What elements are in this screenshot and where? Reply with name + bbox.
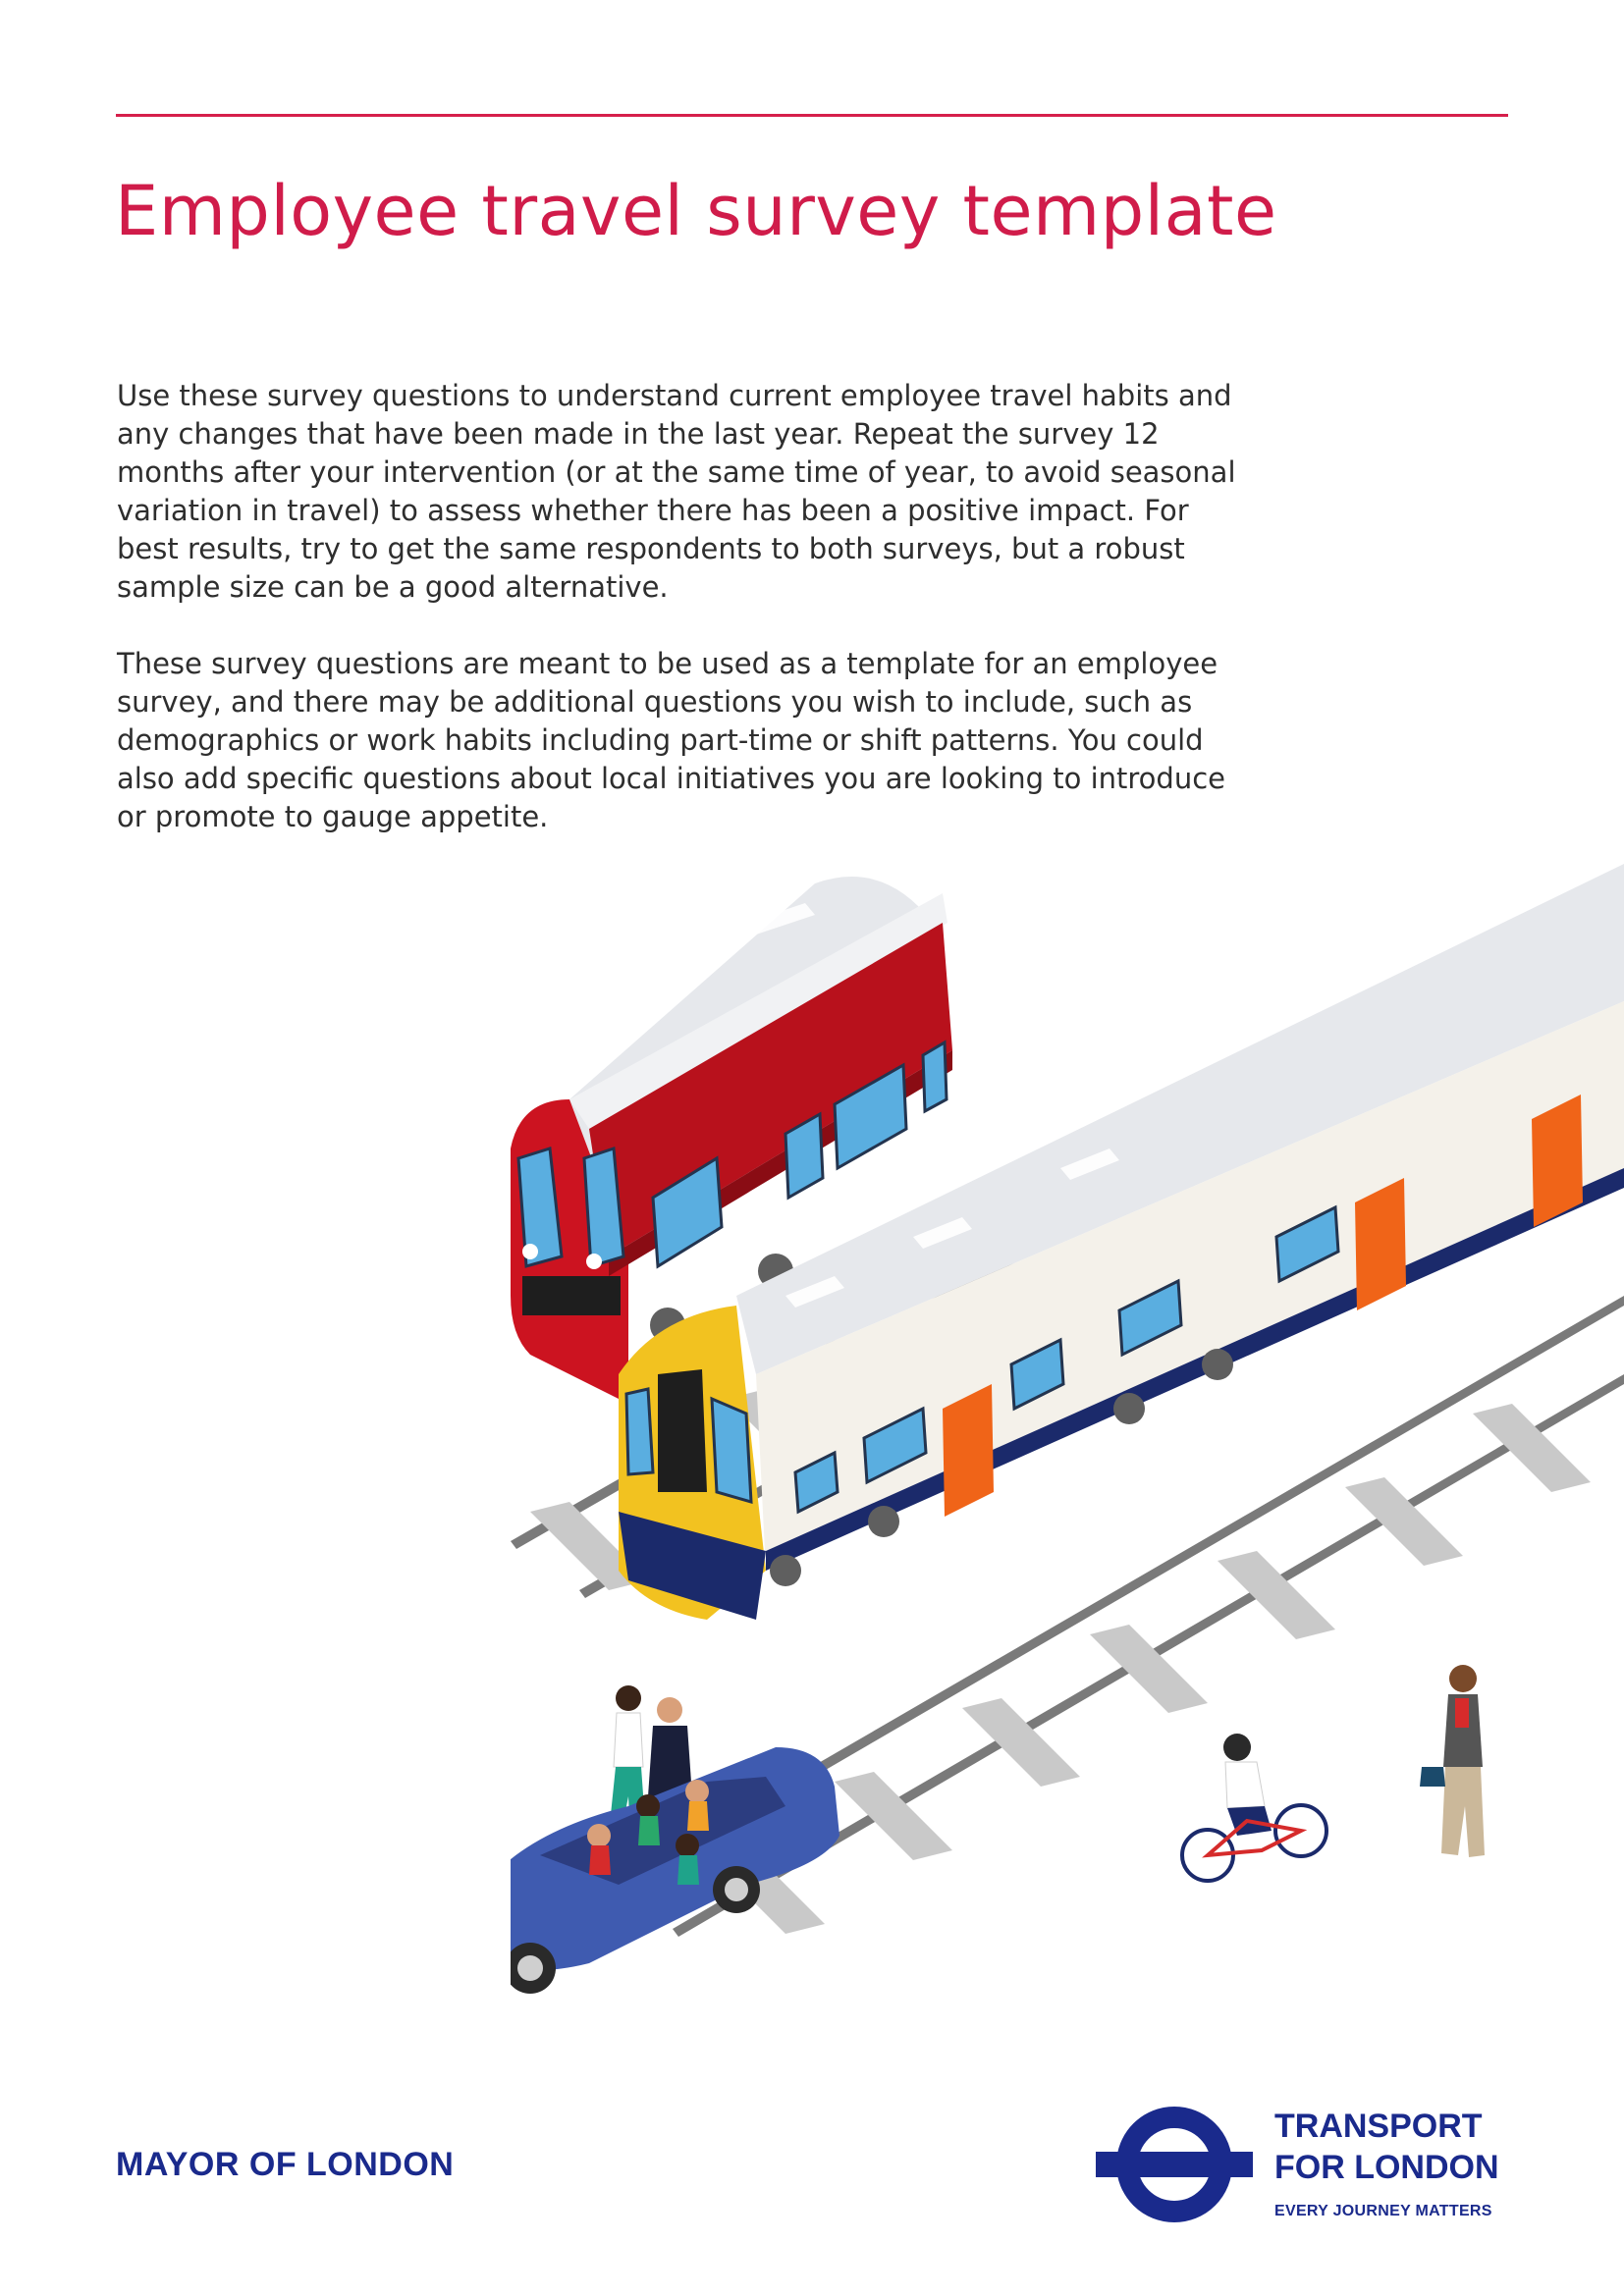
intro-text [117, 377, 1246, 875]
header-rule [116, 114, 1508, 117]
page-title: Employee travel survey template [115, 171, 1277, 251]
cyclist [1182, 1734, 1326, 1881]
walking-woman [1420, 1665, 1485, 1857]
tfl-logo [1096, 2099, 1508, 2228]
intro-paragraph-1: Use these survey questions to understand current employee travel habits and any changes that have been made in the last year. Repeat the survey 12 months after your intervention (or at the same time of year, to avoid seasonal variation in travel) to assess whether there has been a positive impact. For best results, try to get the same respondents to both surveys, but a robust sample size can be a good alternative. [117, 379, 1236, 604]
transport-illustration [511, 864, 1624, 2012]
tfl-wordmark-line2: FOR LONDON [1274, 2149, 1499, 2186]
tfl-roundel-icon [1096, 2103, 1253, 2226]
intro-paragraph-2: These survey questions are meant to be used as a template for an employee survey, and there may be additional questions you wish to include, such as demographics or work habits including part-time or shift patterns. You could also add specific questions about local initiatives you are looking to introduce or promote to gauge appetite. [117, 647, 1226, 833]
tfl-tagline: EVERY JOURNEY MATTERS [1274, 2203, 1492, 2219]
tfl-wordmark-line1: TRANSPORT [1274, 2108, 1483, 2145]
mayor-of-london-logo: MAYOR OF LONDON [116, 2146, 455, 2183]
